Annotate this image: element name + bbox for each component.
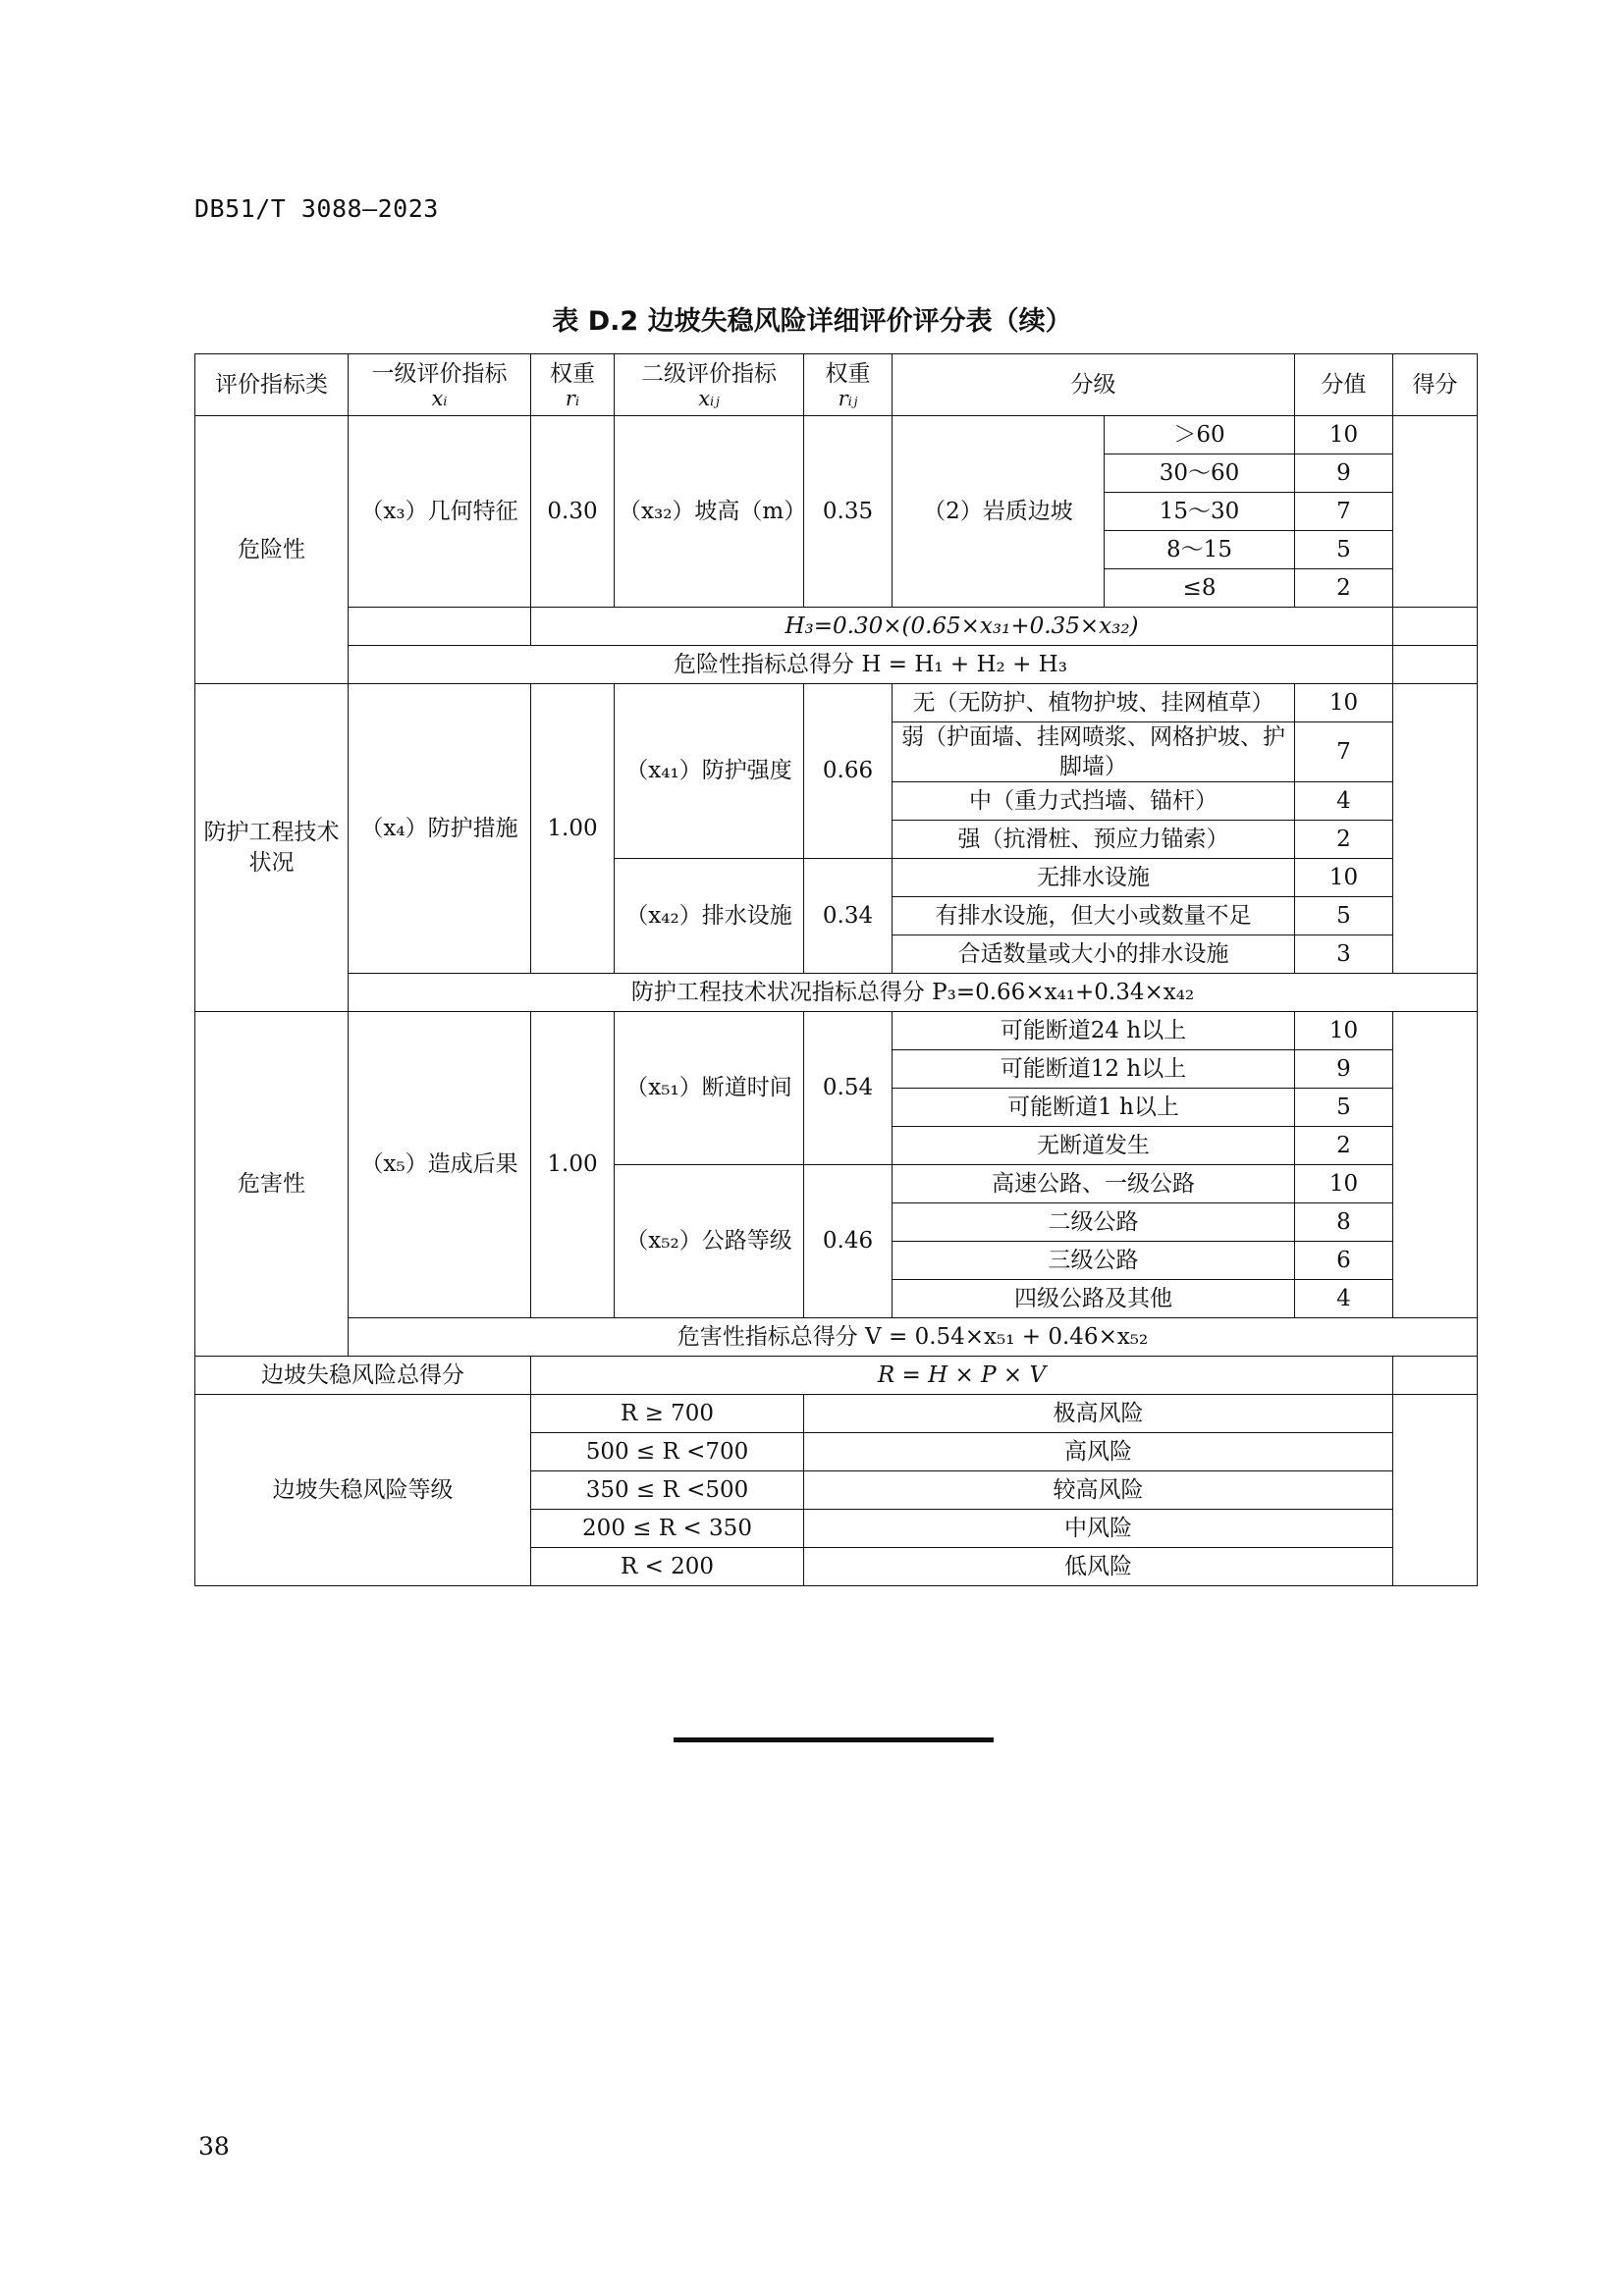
hazard-category: 危险性 xyxy=(195,416,349,684)
grade-value: 10 xyxy=(1295,1012,1393,1050)
risk-level: 高风险 xyxy=(804,1433,1393,1471)
grade-value: 5 xyxy=(1295,897,1393,935)
grade-desc: 可能断道12 h以上 xyxy=(893,1050,1295,1089)
grade-range: ＞60 xyxy=(1105,416,1295,454)
x32-label: （x₃₂）坡高（m） xyxy=(615,416,804,608)
risk-level: 中风险 xyxy=(804,1510,1393,1548)
grade-value: 8 xyxy=(1295,1203,1393,1242)
table-row xyxy=(195,608,1478,646)
risk-total-label: 边坡失稳风险总得分 xyxy=(195,1357,531,1395)
col-score-header: 得分 xyxy=(1393,354,1478,416)
grade-desc: 可能断道1 h以上 xyxy=(893,1089,1295,1127)
score-cell xyxy=(1393,1357,1478,1395)
grade-value: 10 xyxy=(1295,416,1393,454)
grade-desc: 高速公路、一级公路 xyxy=(893,1165,1295,1203)
x4-weight: 1.00 xyxy=(531,684,615,974)
end-of-document-line xyxy=(674,1737,994,1742)
risk-total-formula: R = H × P × V xyxy=(531,1357,1393,1395)
grade-value: 10 xyxy=(1295,684,1393,722)
x42-weight: 0.34 xyxy=(804,859,893,974)
x41-label: （x₄₁）防护强度 xyxy=(615,684,804,859)
col-grade-header: 分级 xyxy=(893,354,1295,416)
table-header-row xyxy=(195,354,1478,416)
grade-value: 3 xyxy=(1295,935,1393,974)
risk-level: 极高风险 xyxy=(804,1395,1393,1433)
x52-label: （x₅₂）公路等级 xyxy=(615,1165,804,1318)
x32-weight: 0.35 xyxy=(804,416,893,608)
col-level1-header: 一级评价指标 xᵢ xyxy=(349,354,531,416)
score-cell xyxy=(1393,608,1478,646)
grade-desc: 可能断道24 h以上 xyxy=(893,1012,1295,1050)
grade-range: ≤8 xyxy=(1105,569,1295,608)
col-value-header: 分值 xyxy=(1295,354,1393,416)
x3-weight: 0.30 xyxy=(531,416,615,608)
col-category-header: 评价指标类 xyxy=(195,354,349,416)
grade-desc: 无（无防护、植物护坡、挂网植草） xyxy=(893,684,1295,722)
grade-desc: 无排水设施 xyxy=(893,859,1295,897)
grade-value: 4 xyxy=(1295,782,1393,821)
harm-category: 危害性 xyxy=(195,1012,349,1357)
grade-value: 2 xyxy=(1295,821,1393,859)
protection-category: 防护工程技术状况 xyxy=(195,684,349,1012)
risk-range: R ≥ 700 xyxy=(531,1395,804,1433)
h3-formula: H₃=0.30×(0.65×x₃₁+0.35×x₃₂) xyxy=(531,608,1393,646)
col-weight2-header: 权重 rᵢⱼ xyxy=(804,354,893,416)
grade-desc: 合适数量或大小的排水设施 xyxy=(893,935,1295,974)
table-row xyxy=(195,416,1478,454)
grade-range: 30～60 xyxy=(1105,454,1295,493)
score-cell xyxy=(1393,684,1478,974)
x52-weight: 0.46 xyxy=(804,1165,893,1318)
harm-total-formula: 危害性指标总得分 V = 0.54×x₅₁ + 0.46×x₅₂ xyxy=(349,1318,1478,1357)
risk-range: 500 ≤ R <700 xyxy=(531,1433,804,1471)
table-row xyxy=(195,684,1478,722)
x32-slope-type: （2）岩质边坡 xyxy=(893,416,1105,608)
col-level2-header: 二级评价指标 xᵢⱼ xyxy=(615,354,804,416)
x5-weight: 1.00 xyxy=(531,1012,615,1318)
table-row xyxy=(195,1395,1478,1433)
risk-score-table xyxy=(194,353,1478,1586)
grade-desc: 强（抗滑桩、预应力锚索） xyxy=(893,821,1295,859)
grade-value: 6 xyxy=(1295,1242,1393,1280)
protection-total-formula: 防护工程技术状况指标总得分 P₃=0.66×x₄₁+0.34×x₄₂ xyxy=(349,974,1478,1012)
grade-value: 5 xyxy=(1295,1089,1393,1127)
table-row xyxy=(195,974,1478,1012)
table-row xyxy=(195,1318,1478,1357)
x51-label: （x₅₁）断道时间 xyxy=(615,1012,804,1165)
x51-weight: 0.54 xyxy=(804,1012,893,1165)
table-row xyxy=(195,646,1478,684)
risk-level: 较高风险 xyxy=(804,1471,1393,1510)
score-cell xyxy=(1393,1012,1478,1318)
risk-level-label: 边坡失稳风险等级 xyxy=(195,1395,531,1586)
grade-value: 9 xyxy=(1295,454,1393,493)
grade-value: 2 xyxy=(1295,569,1393,608)
grade-value: 9 xyxy=(1295,1050,1393,1089)
x4-label: （x₄）防护措施 xyxy=(349,684,531,974)
score-cell xyxy=(1393,1395,1478,1586)
score-cell xyxy=(1393,646,1478,684)
table-row xyxy=(195,1012,1478,1050)
grade-desc: 三级公路 xyxy=(893,1242,1295,1280)
grade-range: 15～30 xyxy=(1105,493,1295,531)
grade-value: 4 xyxy=(1295,1280,1393,1318)
document-code: DB51/T 3088—2023 xyxy=(194,194,439,223)
risk-range: 200 ≤ R < 350 xyxy=(531,1510,804,1548)
score-cell xyxy=(1393,416,1478,608)
table-caption: 表 D.2 边坡失稳风险详细评价评分表（续） xyxy=(552,306,1072,337)
table-row xyxy=(195,1357,1478,1395)
risk-range: R < 200 xyxy=(531,1548,804,1586)
grade-desc: 有排水设施，但大小或数量不足 xyxy=(893,897,1295,935)
grade-desc: 无断道发生 xyxy=(893,1127,1295,1165)
x5-label: （x₅）造成后果 xyxy=(349,1012,531,1318)
col-weight1-header: 权重 rᵢ xyxy=(531,354,615,416)
x41-weight: 0.66 xyxy=(804,684,893,859)
hazard-total-formula: 危险性指标总得分 H = H₁ + H₂ + H₃ xyxy=(349,646,1393,684)
grade-range: 8～15 xyxy=(1105,531,1295,569)
grade-value: 2 xyxy=(1295,1127,1393,1165)
page-number: 38 xyxy=(198,2132,230,2161)
x3-label: （x₃）几何特征 xyxy=(349,416,531,608)
risk-level: 低风险 xyxy=(804,1548,1393,1586)
grade-desc: 弱（护面墙、挂网喷浆、网格护坡、护脚墙） xyxy=(893,722,1295,782)
risk-range: 350 ≤ R <500 xyxy=(531,1471,804,1510)
grade-value: 10 xyxy=(1295,859,1393,897)
x42-label: （x₄₂）排水设施 xyxy=(615,859,804,974)
grade-desc: 四级公路及其他 xyxy=(893,1280,1295,1318)
grade-desc: 中（重力式挡墙、锚杆） xyxy=(893,782,1295,821)
grade-value: 10 xyxy=(1295,1165,1393,1203)
grade-desc: 二级公路 xyxy=(893,1203,1295,1242)
grade-value: 7 xyxy=(1295,722,1393,782)
grade-value: 7 xyxy=(1295,493,1393,531)
grade-value: 5 xyxy=(1295,531,1393,569)
